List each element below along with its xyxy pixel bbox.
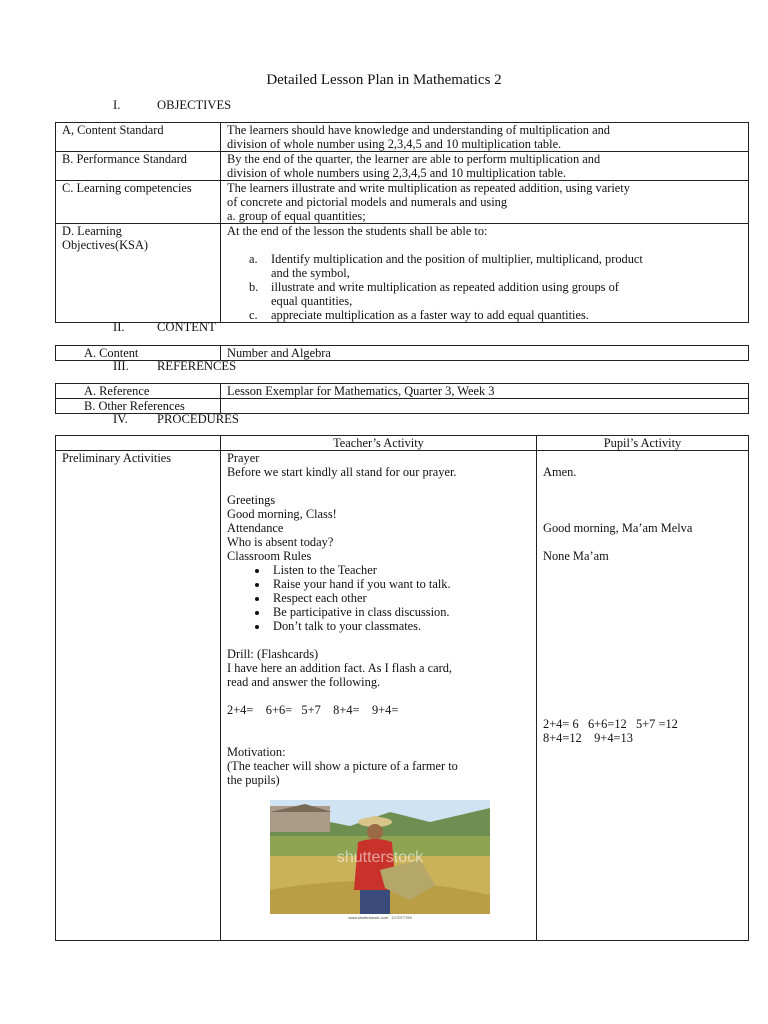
- pupil-greeting: Good morning, Ma’am Melva: [543, 521, 693, 535]
- greetings-text: Good morning, Class!: [227, 507, 337, 521]
- objectives-intro: At the end of the lesson the students shall be able to:: [227, 224, 488, 238]
- text-line: a. group of equal quantities;: [227, 209, 366, 223]
- header-pupil-activity: Pupil’s Activity: [537, 436, 749, 451]
- list-item: • Listen to the Teacher: [269, 563, 530, 577]
- section-procedures-heading: [113, 412, 239, 426]
- section-number: IV.: [113, 412, 128, 426]
- text-line: division of whole number using 2,3,4,5 and 10 multiplication table.: [227, 137, 562, 151]
- content-standard-label: A, Content Standard: [56, 123, 221, 152]
- text-line: and the symbol,: [271, 266, 350, 280]
- text-line: illustrate and write multiplication as repeated addition using groups of: [271, 280, 619, 294]
- item-marker: c.: [249, 308, 258, 322]
- table-row: [56, 181, 749, 224]
- pupil-absent-answer: None Ma’am: [543, 549, 609, 563]
- item-marker: b.: [249, 280, 259, 294]
- classroom-rules-list: [227, 563, 530, 633]
- section-content-heading: [113, 320, 216, 334]
- header-empty: [56, 436, 221, 451]
- table-row: [56, 436, 749, 451]
- performance-standard-label: B. Performance Standard: [56, 152, 221, 181]
- section-label: OBJECTIVES: [157, 98, 232, 112]
- reference-value: Lesson Exemplar for Mathematics, Quarter 3, Week 3: [221, 384, 749, 399]
- list-item: • Be participative in class discussion.: [269, 605, 530, 619]
- text-line: The learners illustrate and write multiplication as repeated addition, using variety: [227, 181, 630, 195]
- motivation-heading: Motivation:: [227, 745, 286, 759]
- drill-heading: Drill: (Flashcards): [227, 647, 319, 661]
- drill-facts: 2+4= 6+6= 5+7 8+4= 9+4=: [227, 703, 399, 717]
- performance-standard-text: [221, 152, 749, 181]
- motivation-text: the pupils): [227, 773, 280, 787]
- learning-objectives-label: [56, 224, 221, 323]
- table-row: [56, 123, 749, 152]
- drill-text: read and answer the following.: [227, 675, 381, 689]
- section-number: II.: [113, 320, 125, 334]
- farmer-face: [367, 824, 383, 840]
- section-number: III.: [113, 359, 129, 373]
- image-caption: www.shutterstock.com · 217077769: [348, 915, 412, 920]
- learning-competencies-label: C. Learning competencies: [56, 181, 221, 224]
- content-standard-text: [221, 123, 749, 152]
- pupil-amen: Amen.: [543, 465, 577, 479]
- preliminary-activities-label: Preliminary Activities: [56, 451, 221, 941]
- list-item: • Don’t talk to your classmates.: [269, 619, 530, 633]
- list-item: • Respect each other: [269, 591, 530, 605]
- objective-item: [227, 280, 742, 308]
- content-value: Number and Algebra: [221, 346, 749, 361]
- document-title: Detailed Lesson Plan in Mathematics 2: [266, 72, 502, 88]
- section-label: REFERENCES: [157, 359, 237, 373]
- text-line: division of whole numbers using 2,3,4,5 and 10 multiplication table.: [227, 166, 566, 180]
- text-line: The learners should have knowledge and understanding of multiplication and: [227, 123, 610, 137]
- section-label: PROCEDURES: [157, 412, 239, 426]
- drill-text: I have here an addition fact. As I flash a card,: [227, 661, 452, 675]
- text-line: Identify multiplication and the position of multiplier, multiplicand, product: [271, 252, 643, 266]
- reference-label: A. Reference: [56, 384, 221, 399]
- learning-objectives-text: [221, 224, 749, 323]
- text-line: Objectives(KSA): [62, 238, 149, 252]
- watermark-text: shutterstock: [336, 849, 424, 866]
- other-references-value: [221, 399, 749, 414]
- attendance-heading: Attendance: [227, 521, 284, 535]
- section-number: I.: [113, 98, 121, 112]
- text-line: of concrete and pictorial models and numerals and using: [227, 195, 508, 209]
- item-marker: a.: [249, 252, 258, 266]
- objective-item: [227, 252, 742, 280]
- objectives-table: [55, 122, 749, 323]
- text-line: D. Learning: [62, 224, 122, 238]
- pupil-answers: 2+4= 6 6+6=12 5+7 =12: [543, 717, 678, 731]
- references-table: [55, 383, 749, 414]
- section-label: CONTENT: [157, 320, 216, 334]
- text-line: equal quantities,: [271, 294, 353, 308]
- greetings-heading: Greetings: [227, 493, 276, 507]
- section-references-heading: [113, 359, 236, 373]
- other-references-label: B. Other References: [56, 399, 221, 414]
- attendance-text: Who is absent today?: [227, 535, 334, 549]
- header-teacher-activity: Teacher’s Activity: [221, 436, 537, 451]
- farmer-photo-image: [270, 800, 490, 920]
- table-row: [56, 384, 749, 399]
- prayer-text: Before we start kindly all stand for our prayer.: [227, 465, 457, 479]
- learning-competencies-text: [221, 181, 749, 224]
- table-row: [56, 152, 749, 181]
- list-item: • Raise your hand if you want to talk.: [269, 577, 530, 591]
- content-label: A. Content: [56, 346, 221, 361]
- pupil-activity-cell: [537, 451, 749, 941]
- motivation-text: (The teacher will show a picture of a farmer to: [227, 759, 458, 773]
- section-objectives-heading: [113, 98, 231, 112]
- classroom-rules-heading: Classroom Rules: [227, 549, 312, 563]
- pupil-answers: 8+4=12 9+4=13: [543, 731, 633, 745]
- table-row: [56, 224, 749, 323]
- text-line: By the end of the quarter, the learner are able to perform multiplication and: [227, 152, 601, 166]
- text-line: appreciate multiplication as a faster way to add equal quantities.: [271, 308, 589, 322]
- objective-item: [227, 308, 742, 322]
- prayer-heading: Prayer: [227, 451, 260, 465]
- farmer-photo: [270, 800, 490, 920]
